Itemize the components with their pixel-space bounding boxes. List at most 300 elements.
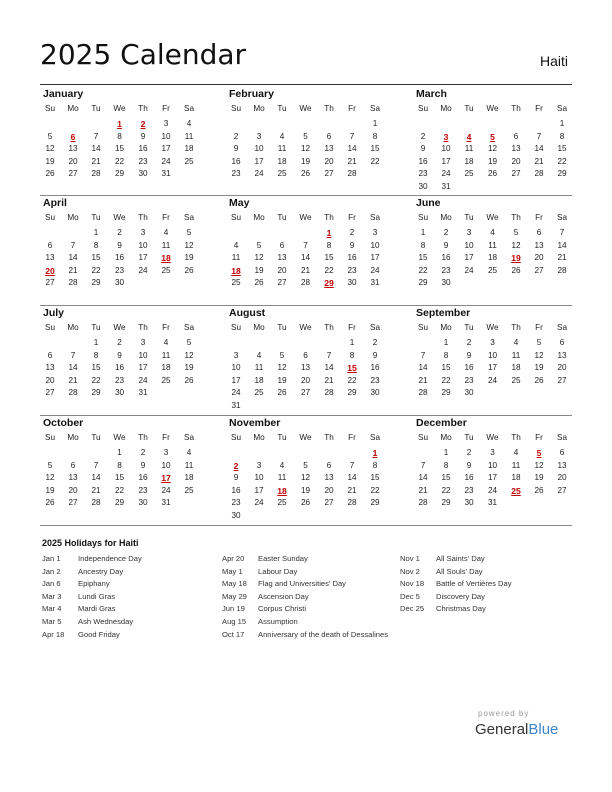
day: 9 [349, 240, 355, 250]
day: 31 [231, 400, 241, 410]
day: 16 [464, 473, 474, 482]
weekday-label: Sa [183, 104, 194, 113]
month-january [40, 88, 195, 198]
day: 9 [140, 460, 146, 470]
month-march [413, 88, 568, 198]
holiday-date: Mar 4 [42, 604, 62, 614]
day: 28 [324, 388, 334, 397]
weekday-label: Su [44, 323, 55, 332]
day: 8 [326, 240, 332, 250]
day: 5 [186, 338, 192, 347]
day: 8 [93, 350, 99, 360]
day: 7 [303, 240, 308, 250]
day: 23 [114, 265, 125, 275]
holiday-item [42, 591, 212, 604]
day: 11 [161, 350, 171, 360]
weekday-label: Sa [369, 323, 380, 332]
day: 2 [420, 131, 426, 141]
weekday-label: Mo [440, 104, 452, 113]
day: 26 [300, 498, 311, 507]
day: 22 [441, 485, 451, 495]
weekday-label: We [486, 104, 499, 113]
weekday-label: Tu [91, 213, 101, 222]
day: 29 [114, 169, 125, 178]
day: 20 [300, 375, 311, 385]
weekday-label: Fr [348, 104, 356, 113]
day: 19 [300, 156, 311, 166]
day: 14 [324, 363, 334, 372]
day: 18 [511, 363, 521, 372]
weekday-label: Th [511, 213, 521, 222]
weekday-label: Th [511, 433, 521, 442]
day: 15 [370, 144, 380, 153]
holiday-date: Nov 18 [400, 579, 425, 589]
month-name: April [43, 197, 67, 209]
weekday-label: Tu [464, 104, 474, 113]
day: 12 [45, 473, 55, 482]
day: 7 [536, 131, 542, 141]
holiday-item [42, 629, 212, 642]
day: 14 [347, 473, 357, 482]
holiday-name: Good Friday [78, 629, 120, 639]
holiday-name: Ascension Day [258, 591, 309, 601]
day: 5 [256, 240, 262, 250]
day: 11 [254, 363, 264, 372]
day: 13 [68, 144, 78, 153]
weekday-label: Fr [535, 213, 543, 222]
day: 3 [140, 338, 146, 347]
day: 6 [513, 131, 519, 141]
day: 28 [418, 388, 428, 397]
day: 19 [487, 156, 498, 166]
day: 9 [233, 144, 239, 153]
holiday-name: Corpus Christi [258, 604, 307, 614]
weekday-label: Mo [253, 433, 265, 442]
weekday-label: We [299, 213, 312, 222]
day: 8 [372, 131, 378, 141]
day: 23 [418, 169, 428, 178]
day: 23 [231, 498, 241, 507]
day: 6 [326, 131, 332, 141]
weekday-label: Th [511, 323, 521, 332]
month-name: August [229, 307, 266, 319]
day: 28 [557, 265, 567, 275]
holiday-item [42, 553, 212, 566]
day: 5 [536, 338, 542, 347]
day: 15 [441, 363, 451, 372]
holiday-date: Mar 5 [42, 616, 62, 626]
weekday-label: Su [417, 104, 428, 113]
day: 1 [93, 228, 99, 237]
day: 4 [163, 338, 169, 347]
holiday-item [42, 616, 212, 629]
weekday-label: Mo [253, 104, 265, 113]
day: 10 [138, 240, 148, 250]
day: 23 [138, 156, 148, 166]
day: 6 [279, 240, 285, 250]
day: 21 [418, 485, 428, 495]
day: 29 [441, 388, 451, 397]
day: 6 [559, 338, 565, 347]
day: 28 [300, 278, 311, 287]
day: 7 [420, 460, 426, 470]
weekday-label: Mo [253, 213, 265, 222]
weekday-label: We [486, 213, 499, 222]
weekday-label: Tu [277, 213, 287, 222]
holiday-day: 18 [231, 265, 241, 276]
day: 3 [163, 119, 169, 128]
day: 6 [326, 460, 332, 470]
day: 8 [349, 350, 355, 360]
day: 27 [68, 498, 78, 507]
day: 15 [418, 253, 428, 262]
page-title: 2025 Calendar [40, 38, 247, 71]
day: 27 [277, 278, 287, 287]
day: 7 [349, 460, 355, 470]
day: 14 [91, 144, 101, 153]
day: 6 [47, 350, 53, 360]
month-name: October [43, 417, 84, 429]
day: 7 [70, 240, 76, 250]
holiday-day: 20 [45, 265, 55, 276]
day: 16 [138, 144, 148, 153]
day: 10 [161, 460, 171, 470]
day: 27 [324, 169, 334, 178]
day: 23 [370, 375, 380, 385]
holiday-date: May 18 [222, 579, 247, 589]
weekday-label: Tu [277, 323, 287, 332]
holiday-name: Lundi Gras [78, 591, 116, 601]
day: 1 [349, 338, 355, 347]
day: 24 [487, 485, 498, 495]
month-july [40, 307, 195, 417]
holiday-item [222, 603, 392, 616]
day: 20 [68, 485, 78, 495]
day: 8 [559, 131, 565, 141]
weekday-label: Mo [440, 433, 452, 442]
day: 26 [511, 265, 521, 275]
day: 9 [466, 460, 472, 470]
day: 21 [68, 265, 78, 275]
weekday-label: Th [138, 104, 148, 113]
weekday-label: Fr [162, 104, 170, 113]
holiday-item [400, 603, 570, 616]
day: 23 [464, 485, 474, 495]
holiday-date: May 1 [222, 566, 243, 576]
day: 6 [47, 240, 53, 250]
day: 24 [138, 375, 148, 385]
holiday-item [42, 566, 212, 579]
weekday-label: We [113, 323, 126, 332]
day: 3 [490, 448, 495, 457]
day: 27 [557, 485, 567, 495]
weekday-label: Mo [67, 213, 79, 222]
day: 16 [231, 485, 241, 495]
day: 9 [117, 350, 122, 360]
day: 30 [418, 181, 428, 191]
holiday-item [222, 566, 392, 579]
day: 28 [68, 388, 78, 397]
day: 31 [161, 169, 171, 178]
powered-by: powered by [478, 709, 530, 718]
day: 2 [372, 338, 378, 347]
day: 24 [254, 169, 264, 178]
title-divider [40, 84, 572, 85]
day: 10 [254, 473, 264, 482]
day: 15 [324, 253, 334, 262]
day: 2 [233, 131, 239, 141]
day: 21 [557, 253, 567, 262]
day: 31 [487, 498, 498, 507]
month-name: June [416, 197, 441, 209]
day: 28 [68, 278, 78, 287]
holiday-day: 1 [372, 448, 378, 458]
day: 18 [184, 144, 194, 153]
day: 18 [184, 473, 194, 482]
day: 5 [513, 228, 519, 237]
day: 25 [464, 169, 474, 178]
day: 27 [45, 388, 55, 397]
month-name: February [229, 88, 274, 100]
day: 13 [277, 253, 287, 262]
day: 14 [68, 363, 78, 372]
month-october [40, 417, 195, 527]
day: 29 [91, 388, 101, 397]
holiday-date: Dec 25 [400, 604, 425, 614]
day: 10 [441, 144, 451, 153]
day: 18 [487, 253, 498, 262]
holiday-day: 2 [140, 119, 146, 129]
day: 30 [464, 388, 474, 397]
holiday-item [222, 629, 392, 642]
month-name: March [416, 88, 447, 100]
day: 20 [324, 485, 334, 495]
day: 23 [464, 375, 474, 385]
holiday-date: Nov 1 [400, 554, 420, 563]
day: 6 [536, 228, 542, 237]
day: 10 [487, 350, 498, 360]
day: 19 [277, 375, 287, 385]
holiday-day: 4 [466, 131, 472, 142]
day: 1 [93, 338, 99, 347]
day: 8 [93, 240, 99, 250]
day: 15 [441, 473, 451, 482]
holidays-title: 2025 Holidays for Haiti [42, 538, 139, 548]
weekday-label: Su [417, 323, 428, 332]
day: 16 [114, 363, 125, 372]
day: 18 [254, 375, 264, 385]
day: 4 [490, 228, 495, 237]
day: 19 [254, 265, 264, 275]
day: 31 [138, 388, 148, 397]
day: 12 [254, 253, 264, 262]
day: 9 [117, 240, 122, 250]
day: 28 [534, 169, 544, 178]
day: 2 [117, 228, 122, 237]
day: 4 [279, 460, 285, 470]
day: 4 [233, 240, 239, 250]
weekday-label: Mo [67, 104, 79, 113]
day: 16 [231, 156, 241, 166]
day: 7 [326, 350, 332, 360]
weekday-label: Th [324, 433, 334, 442]
weekday-label: We [113, 433, 126, 442]
holiday-day: 6 [70, 131, 76, 142]
day: 1 [443, 338, 449, 347]
day: 4 [279, 131, 285, 141]
day: 25 [161, 265, 171, 275]
month-name: December [416, 417, 467, 429]
weekday-label: Tu [464, 323, 474, 332]
holidays-column [222, 553, 392, 641]
day: 12 [511, 240, 521, 250]
month-november [226, 417, 381, 527]
day: 15 [114, 144, 125, 153]
day: 17 [487, 363, 498, 372]
day: 10 [464, 240, 474, 250]
day: 21 [68, 375, 78, 385]
holiday-day: 1 [117, 119, 122, 129]
day: 26 [487, 169, 498, 178]
day: 12 [184, 350, 194, 360]
day: 15 [91, 253, 101, 262]
month-december [413, 417, 568, 527]
day: 3 [140, 228, 146, 237]
day: 12 [487, 144, 498, 153]
weekday-label: Tu [91, 433, 101, 442]
holiday-item [222, 578, 392, 591]
day: 13 [45, 253, 55, 262]
day: 25 [184, 485, 194, 495]
day: 9 [443, 240, 449, 250]
day: 28 [91, 169, 101, 178]
day: 12 [184, 240, 194, 250]
day: 2 [466, 448, 472, 457]
holiday-name: Discovery Day [436, 591, 485, 601]
holiday-day: 25 [511, 485, 521, 496]
day: 3 [372, 228, 378, 237]
day: 30 [114, 278, 125, 287]
holiday-day: 3 [443, 131, 449, 142]
day: 11 [184, 131, 194, 141]
day: 2 [466, 338, 472, 347]
day: 13 [557, 460, 567, 470]
weekday-label: Fr [348, 433, 356, 442]
day: 22 [324, 265, 334, 275]
day: 26 [300, 169, 311, 178]
holiday-day: 19 [511, 253, 521, 263]
weekday-label: Fr [535, 104, 543, 113]
day: 23 [138, 485, 148, 495]
weekday-label: Tu [277, 433, 287, 442]
holiday-day: 15 [347, 363, 357, 373]
weekday-label: Tu [277, 104, 287, 113]
day: 7 [349, 131, 355, 141]
holiday-item [400, 553, 570, 566]
day: 24 [161, 156, 171, 166]
day: 27 [45, 278, 55, 287]
weekday-label: We [486, 433, 499, 442]
day: 22 [441, 375, 451, 385]
holiday-name: Anniversary of the death of Dessalines [258, 629, 389, 639]
day: 26 [534, 375, 544, 385]
day: 24 [464, 265, 474, 275]
day: 3 [163, 448, 169, 457]
weekday-label: Th [324, 213, 334, 222]
weekday-label: We [486, 323, 499, 332]
day: 22 [418, 265, 428, 275]
day: 21 [300, 265, 311, 275]
day: 3 [490, 338, 495, 347]
day: 27 [557, 375, 567, 385]
day: 2 [140, 448, 146, 457]
day: 29 [347, 388, 357, 397]
holiday-item [400, 578, 570, 591]
day: 30 [441, 278, 451, 287]
day: 9 [372, 350, 378, 360]
holiday-name: All Souls' Day [436, 566, 483, 576]
holiday-day: 17 [161, 473, 171, 483]
month-april [40, 197, 195, 307]
brand-logo[interactable] [475, 720, 558, 740]
day: 18 [464, 156, 474, 166]
day: 7 [93, 460, 99, 470]
weekday-label: Th [138, 323, 148, 332]
weekday-label: We [299, 433, 312, 442]
weekday-label: Fr [162, 323, 170, 332]
day: 23 [441, 265, 451, 275]
holiday-date: Aug 15 [222, 616, 247, 626]
day: 19 [534, 473, 544, 482]
day: 19 [534, 363, 544, 372]
day: 7 [93, 131, 99, 141]
holiday-item [42, 603, 212, 616]
day: 25 [184, 156, 194, 166]
holiday-item [222, 591, 392, 604]
weekday-label: Fr [535, 323, 543, 332]
day: 21 [347, 156, 357, 166]
day: 16 [418, 156, 428, 166]
day: 6 [559, 448, 565, 457]
day: 20 [511, 156, 521, 166]
day: 18 [277, 156, 287, 166]
day: 8 [372, 460, 378, 470]
day: 27 [300, 388, 311, 397]
day: 12 [277, 363, 287, 372]
day: 19 [184, 253, 194, 262]
day: 12 [45, 144, 55, 153]
weekday-label: Sa [369, 104, 380, 113]
day: 31 [370, 278, 380, 287]
weekday-label: Sa [556, 323, 567, 332]
day: 12 [300, 144, 311, 153]
month-february [226, 88, 381, 198]
day: 14 [534, 144, 544, 153]
holiday-date: Nov 2 [400, 566, 420, 576]
day: 6 [70, 460, 76, 470]
day: 17 [464, 253, 474, 262]
weekday-label: We [299, 104, 312, 113]
day: 25 [254, 388, 264, 397]
holiday-item [400, 591, 570, 604]
day: 25 [231, 278, 241, 287]
holiday-day: 5 [536, 448, 542, 458]
day: 29 [418, 278, 428, 287]
holidays-column [42, 553, 212, 641]
day: 25 [511, 375, 521, 385]
day: 21 [534, 156, 544, 166]
weekday-label: We [113, 213, 126, 222]
